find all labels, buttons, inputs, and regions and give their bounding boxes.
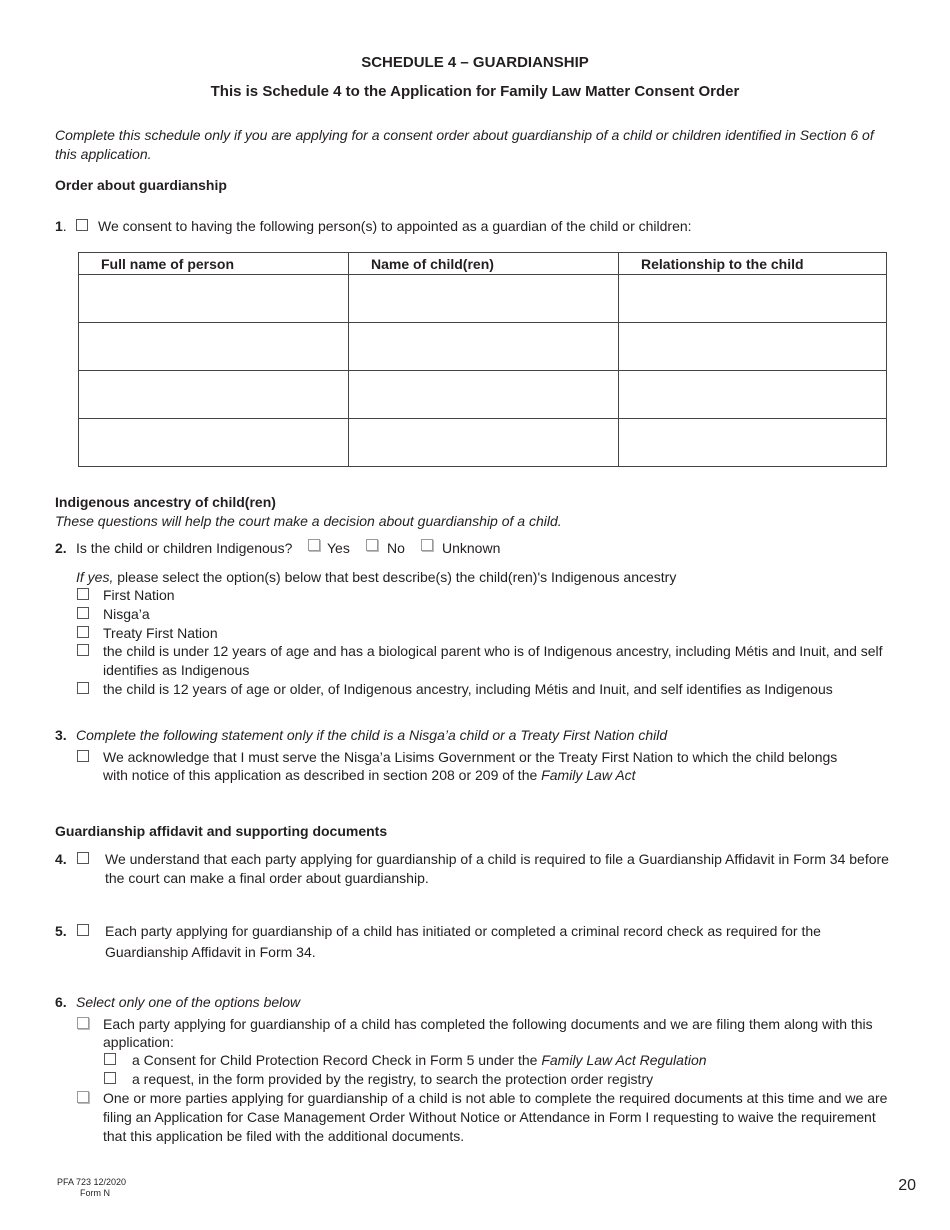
if-yes-rest: please select the option(s) below that best describe(s) the child(ren)'s Indigenous ancestry bbox=[113, 569, 677, 585]
over-12-checkbox[interactable] bbox=[77, 682, 89, 694]
table-cell[interactable] bbox=[619, 371, 887, 419]
q4-line-1: We understand that each party applying for guardianship of a child is required to file a Guardianship Affidavit in Form 34 before bbox=[105, 851, 889, 867]
q6-option-a-line-1: Each party applying for guardianship of a child has completed the following documents and we are filing them along with this bbox=[103, 1016, 873, 1032]
column-header: Relationship to the child bbox=[619, 253, 887, 275]
form-name: Form N bbox=[80, 1188, 110, 1198]
table-row bbox=[79, 371, 887, 419]
nisgaa-checkbox[interactable] bbox=[77, 607, 89, 619]
consent-record-check-label bbox=[132, 1052, 707, 1068]
q1-checkbox[interactable] bbox=[76, 219, 88, 231]
q6-option-a-line-2: application: bbox=[103, 1034, 174, 1050]
table-cell[interactable] bbox=[349, 323, 619, 371]
q6-option-a-checkbox[interactable] bbox=[77, 1017, 89, 1029]
q2-no-checkbox[interactable] bbox=[366, 539, 378, 551]
table-cell[interactable] bbox=[349, 371, 619, 419]
table-row bbox=[79, 275, 887, 323]
page-subtitle: This is Schedule 4 to the Application for Family Law Matter Consent Order bbox=[210, 83, 740, 100]
under-12-checkbox[interactable] bbox=[77, 644, 89, 656]
q3-instruction: Complete the following statement only if the child is a Nisga’a child or a Treaty First Nation child bbox=[76, 727, 668, 743]
q6-option-b-checkbox[interactable] bbox=[77, 1091, 89, 1103]
under-12-label-line-2: identifies as Indigenous bbox=[103, 662, 250, 678]
question-1 bbox=[55, 218, 67, 234]
consent-record-check-checkbox[interactable] bbox=[104, 1053, 116, 1065]
table-row bbox=[79, 419, 887, 467]
table-cell[interactable] bbox=[619, 419, 887, 467]
family-law-act-ref: Family Law Act bbox=[541, 767, 636, 783]
nisgaa-label: Nisga’a bbox=[103, 606, 150, 622]
over-12-label: the child is 12 years of age or older, of Indigenous ancestry, including Métis and Inuit, and self identifies as Indigenous bbox=[103, 681, 833, 697]
order-heading: Order about guardianship bbox=[55, 177, 227, 193]
column-header: Name of child(ren) bbox=[349, 253, 619, 275]
q6-option-b-line-1: One or more parties applying for guardianship of a child is not able to complete the required documents at this time and we are bbox=[103, 1090, 888, 1106]
regulation-ref: Family Law Act Regulation bbox=[541, 1052, 707, 1068]
registry-search-label: a request, in the form provided by the registry, to search the protection order registry bbox=[132, 1071, 654, 1087]
form-code: PFA 723 12/2020 bbox=[57, 1177, 127, 1187]
q2-yes-label: Yes bbox=[327, 540, 350, 556]
q3-line-2 bbox=[103, 767, 636, 783]
q5-line-1: Each party applying for guardianship of a child has initiated or completed a criminal record check as required for the bbox=[105, 923, 821, 939]
ancestry-note: These questions will help the court make a decision about guardianship of a child. bbox=[55, 513, 562, 529]
q3-line-2-text: with notice of this application as described in section 208 or 209 of the bbox=[103, 767, 542, 783]
guardian-table bbox=[78, 252, 887, 467]
first-nation-checkbox[interactable] bbox=[77, 588, 89, 600]
table-cell[interactable] bbox=[79, 275, 349, 323]
q6-instruction: Select only one of the options below bbox=[76, 994, 301, 1010]
q2-yes-checkbox[interactable] bbox=[308, 539, 320, 551]
page-title: SCHEDULE 4 – GUARDIANSHIP bbox=[361, 54, 589, 71]
q2-number: 2. bbox=[55, 540, 67, 556]
table-cell[interactable] bbox=[619, 323, 887, 371]
q4-number: 4. bbox=[55, 851, 67, 867]
intro-line-2: this application. bbox=[55, 146, 152, 162]
q2-unknown-label: Unknown bbox=[442, 540, 501, 556]
registry-search-checkbox[interactable] bbox=[104, 1072, 116, 1084]
q6-option-b-line-2: filing an Application for Case Management Order Without Notice or Attendance in Form I requesting to waive the requirement bbox=[103, 1109, 876, 1125]
q2-no-label: No bbox=[387, 540, 405, 556]
table-cell[interactable] bbox=[349, 419, 619, 467]
ancestry-heading: Indigenous ancestry of child(ren) bbox=[55, 494, 276, 510]
q3-line-1: We acknowledge that I must serve the Nisga’a Lisims Government or the Treaty First Nation to which the child belongs bbox=[103, 749, 838, 765]
first-nation-label: First Nation bbox=[103, 587, 175, 603]
q3-checkbox[interactable] bbox=[77, 750, 89, 762]
q2-text: Is the child or children Indigenous? bbox=[76, 540, 293, 556]
consent-record-check-text: a Consent for Child Protection Record Check in Form 5 under the bbox=[132, 1052, 542, 1068]
q6-option-b-line-3: that this application be filed with the additional documents. bbox=[103, 1128, 465, 1144]
q6-number: 6. bbox=[55, 994, 67, 1010]
intro-line-1: Complete this schedule only if you are applying for a consent order about guardianship of a child or children identified in Section 6 of bbox=[55, 127, 874, 143]
table-row bbox=[79, 323, 887, 371]
table-cell[interactable] bbox=[79, 371, 349, 419]
if-yes-instruction bbox=[76, 569, 676, 585]
q4-line-2: the court can make a final order about guardianship. bbox=[105, 870, 429, 886]
q5-line-2: Guardianship Affidavit in Form 34. bbox=[105, 944, 316, 960]
q1-dot: . bbox=[62, 218, 67, 234]
treaty-first-nation-checkbox[interactable] bbox=[77, 626, 89, 638]
treaty-first-nation-label: Treaty First Nation bbox=[103, 625, 218, 641]
q5-number: 5. bbox=[55, 923, 67, 939]
q1-number: 1 bbox=[55, 218, 63, 234]
table-cell[interactable] bbox=[349, 275, 619, 323]
q2-unknown-checkbox[interactable] bbox=[421, 539, 433, 551]
q5-checkbox[interactable] bbox=[77, 924, 89, 936]
q1-text: We consent to having the following person(s) to appointed as a guardian of the child or children: bbox=[98, 218, 692, 234]
table-cell[interactable] bbox=[79, 323, 349, 371]
q3-number: 3. bbox=[55, 727, 67, 743]
table-cell[interactable] bbox=[79, 419, 349, 467]
column-header: Full name of person bbox=[79, 253, 349, 275]
page-number: 20 bbox=[898, 1177, 916, 1194]
affidavit-heading: Guardianship affidavit and supporting documents bbox=[55, 823, 388, 839]
q4-checkbox[interactable] bbox=[77, 852, 89, 864]
if-yes-italic: If yes, bbox=[76, 569, 114, 585]
table-header-row bbox=[79, 253, 887, 275]
table-cell[interactable] bbox=[619, 275, 887, 323]
under-12-label-line-1: the child is under 12 years of age and has a biological parent who is of Indigenous ancestry, including Métis and Inuit, and self bbox=[103, 643, 883, 659]
